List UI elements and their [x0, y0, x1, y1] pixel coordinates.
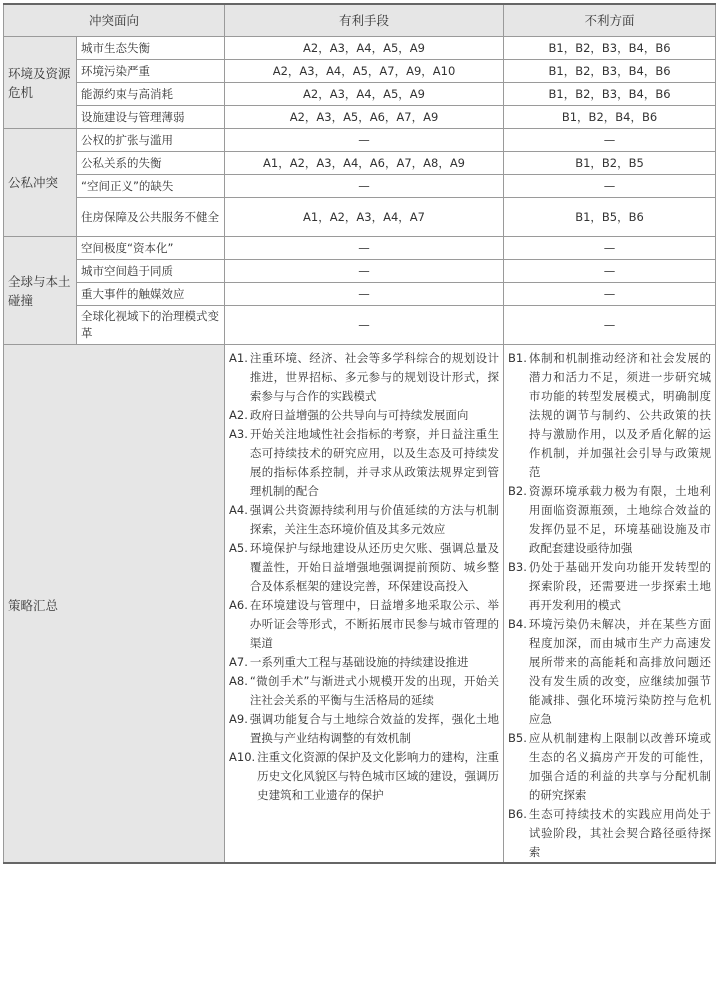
aspect-cell: 环境污染严重	[77, 60, 225, 83]
unfavorable-issue-item-number: B4.	[508, 617, 527, 631]
header-favorable-means: 有利手段	[225, 4, 504, 37]
group-label-public-private: 公私冲突	[4, 129, 77, 237]
favorable-strategy-item-text: 开始关注地域性社会指标的考察，并日益注重生态可持续技术的研究应用，以及生态及可持续发展的指标体系控制，并寻求从政策法规界定到管理机制的配合	[249, 427, 500, 498]
favorable-strategy-item-number: A5.	[229, 541, 248, 555]
unfavorable-issue-item-number: B1.	[508, 351, 527, 365]
aspect-cell: 公权的扩张与滥用	[77, 129, 225, 152]
favorable-strategy-item-text: “微创手术”与渐进式小规模开发的出现，开始关注社会关系的平衡与生活格局的延续	[249, 674, 500, 707]
unfavorable-cell: —	[504, 283, 716, 306]
table-row	[4, 175, 716, 198]
table-row	[4, 237, 716, 260]
conflict-strategy-table	[3, 3, 716, 864]
unfavorable-cell: —	[504, 175, 716, 198]
unfavorable-cell: B1，B2，B3，B4，B6	[504, 60, 716, 83]
favorable-strategy-item-number: A7.	[229, 655, 248, 669]
unfavorable-issue-item	[508, 482, 711, 558]
favorable-strategy-item	[229, 425, 499, 501]
favorable-strategy-item-text: 环境保护与绿地建设从还历史欠账、强调总量及覆盖性，开始日益增强地强调提前预防、城乡整合及体系框架的建设完善，环保建设高投入	[249, 541, 500, 593]
favorable-cell: —	[225, 260, 504, 283]
unfavorable-cell: B1，B2，B3，B4，B6	[504, 83, 716, 106]
group-label-global-local: 全球与本土碰撞	[4, 237, 77, 345]
table-row	[4, 37, 716, 60]
favorable-strategy-item	[229, 596, 499, 653]
aspect-cell: “空间正义”的缺失	[77, 175, 225, 198]
favorable-strategy-item-number: A1.	[229, 351, 248, 365]
favorable-strategy-item-text: 在环境建设与管理中，日益增多地采取公示、举办听证会等形式，不断拓展市民参与城市管理的渠道	[249, 598, 500, 650]
unfavorable-cell: B1，B2，B4，B6	[504, 106, 716, 129]
favorable-strategy-item	[229, 539, 499, 596]
aspect-cell: 城市生态失衡	[77, 37, 225, 60]
favorable-strategy-item-text: 注重环境、经济、社会等多学科综合的规划设计推进，世界招标、多元参与的规划设计形式，探索参与与合作的实践模式	[249, 351, 500, 403]
summary-row	[4, 345, 716, 864]
table-row	[4, 198, 716, 237]
header-row	[4, 4, 716, 37]
unfavorable-issue-item-text: 资源环境承载力极为有限，土地利用面临资源瓶颈，土地综合效益的发挥仍显不足，环境基础设施及市政配套建设亟待加强	[528, 484, 712, 555]
header-unfavorable-aspects: 不利方面	[504, 4, 716, 37]
unfavorable-issue-item-text: 生态可持续技术的实践应用尚处于试验阶段，其社会契合路径亟待探索	[528, 807, 712, 859]
favorable-strategy-item-number: A9.	[229, 712, 248, 726]
unfavorable-issue-list	[508, 349, 711, 862]
favorable-cell: —	[225, 237, 504, 260]
unfavorable-issue-item	[508, 615, 711, 729]
favorable-cell: —	[225, 175, 504, 198]
aspect-cell: 能源约束与高消耗	[77, 83, 225, 106]
unfavorable-cell: —	[504, 237, 716, 260]
favorable-strategy-item	[229, 748, 499, 805]
unfavorable-issue-item-text: 环境污染仍未解决，并在某些方面程度加深，而由城市生产力高速发展所带来的高能耗和高排放问题还没有发生质的改变，应继续加强节能减排、强化环境污染防控与危机应急	[528, 617, 712, 726]
favorable-strategy-item-number: A6.	[229, 598, 248, 612]
favorable-strategy-item-number: A4.	[229, 503, 248, 517]
favorable-cell: —	[225, 283, 504, 306]
favorable-strategy-item-text: 强调功能复合与土地综合效益的发挥，强化土地置换与产业结构调整的有效机制	[249, 712, 500, 745]
unfavorable-issue-item-number: B3.	[508, 560, 527, 574]
favorable-cell: A2，A3，A4，A5，A9	[225, 37, 504, 60]
unfavorable-issue-item-number: B5.	[508, 731, 527, 745]
unfavorable-cell: —	[504, 306, 716, 345]
unfavorable-issue-item	[508, 349, 711, 482]
favorable-strategy-item	[229, 501, 499, 539]
table-row	[4, 106, 716, 129]
summary-label: 策略汇总	[4, 345, 225, 864]
aspect-cell: 住房保障及公共服务不健全	[77, 198, 225, 237]
table-row	[4, 152, 716, 175]
unfavorable-cell: —	[504, 260, 716, 283]
favorable-cell: A1，A2，A3，A4，A6，A7，A8，A9	[225, 152, 504, 175]
unfavorable-issue-item-number: B2.	[508, 484, 527, 498]
favorable-strategy-list	[229, 349, 499, 805]
favorable-strategy-item-number: A3.	[229, 427, 248, 441]
table-row	[4, 60, 716, 83]
aspect-cell: 城市空间趋于同质	[77, 260, 225, 283]
favorable-strategy-item	[229, 406, 499, 425]
favorable-cell: A2，A3，A5，A6，A7，A9	[225, 106, 504, 129]
favorable-strategy-item-text: 一系列重大工程与基础设施的持续建设推进	[249, 655, 469, 669]
unfavorable-issue-item-number: B6.	[508, 807, 527, 821]
favorable-strategy-item	[229, 672, 499, 710]
unfavorable-cell: B1，B5，B6	[504, 198, 716, 237]
table-row	[4, 306, 716, 345]
unfavorable-issue-item-text: 体制和机制推动经济和社会发展的潜力和活力不足，须进一步研究城市功能的转型发展模式，明确制度法规的调节与制约、公共政策的扶持与激励作用，以及矛盾化解的运作机制，并加强社会引导与政策规范	[528, 351, 712, 479]
aspect-cell: 设施建设与管理薄弱	[77, 106, 225, 129]
header-conflict-aspect: 冲突面向	[4, 4, 225, 37]
table-row	[4, 129, 716, 152]
aspect-cell: 空间极度“资本化”	[77, 237, 225, 260]
unfavorable-issue-item-text: 仍处于基础开发向功能开发转型的探索阶段，还需要进一步探索土地再开发利用的模式	[528, 560, 712, 612]
favorable-strategy-item-text: 政府日益增强的公共导向与可持续发展面向	[249, 408, 469, 422]
favorable-cell: A2，A3，A4，A5，A9	[225, 83, 504, 106]
favorable-strategy-item	[229, 653, 499, 672]
favorable-strategy-item	[229, 710, 499, 748]
aspect-cell: 全球化视域下的治理模式变革	[77, 306, 225, 345]
unfavorable-issue-item-text: 应从机制建构上限制以改善环境或生态的名义搞房产开发的可能性，加强合适的利益的共享与分配机制的研究探索	[528, 731, 712, 802]
table-row	[4, 283, 716, 306]
summary-unfavorable-cell	[504, 345, 716, 864]
summary-favorable-cell	[225, 345, 504, 864]
favorable-cell: A1，A2，A3，A4，A7	[225, 198, 504, 237]
favorable-strategy-item-text: 注重文化资源的保护及文化影响力的建构，注重历史文化风貌区与特色城市区域的建设，强调历史建筑和工业遗存的保护	[257, 750, 500, 802]
aspect-cell: 公私关系的失衡	[77, 152, 225, 175]
favorable-cell: —	[225, 129, 504, 152]
favorable-strategy-item-text: 强调公共资源持续利用与价值延续的方法与机制探索，关注生态环境价值及其多元效应	[249, 503, 500, 536]
group-label-environment: 环境及资源危机	[4, 37, 77, 129]
unfavorable-cell: B1，B2，B3，B4，B6	[504, 37, 716, 60]
unfavorable-cell: B1，B2，B5	[504, 152, 716, 175]
table-row	[4, 83, 716, 106]
unfavorable-cell: —	[504, 129, 716, 152]
favorable-strategy-item-number: A8.	[229, 674, 248, 688]
favorable-strategy-item-number: A2.	[229, 408, 248, 422]
favorable-strategy-item-number: A10.	[229, 750, 256, 764]
table-row	[4, 260, 716, 283]
favorable-strategy-item	[229, 349, 499, 406]
unfavorable-issue-item	[508, 729, 711, 805]
unfavorable-issue-item	[508, 558, 711, 615]
unfavorable-issue-item	[508, 805, 711, 862]
favorable-cell: —	[225, 306, 504, 345]
favorable-cell: A2，A3，A4，A5，A7，A9，A10	[225, 60, 504, 83]
aspect-cell: 重大事件的触媒效应	[77, 283, 225, 306]
